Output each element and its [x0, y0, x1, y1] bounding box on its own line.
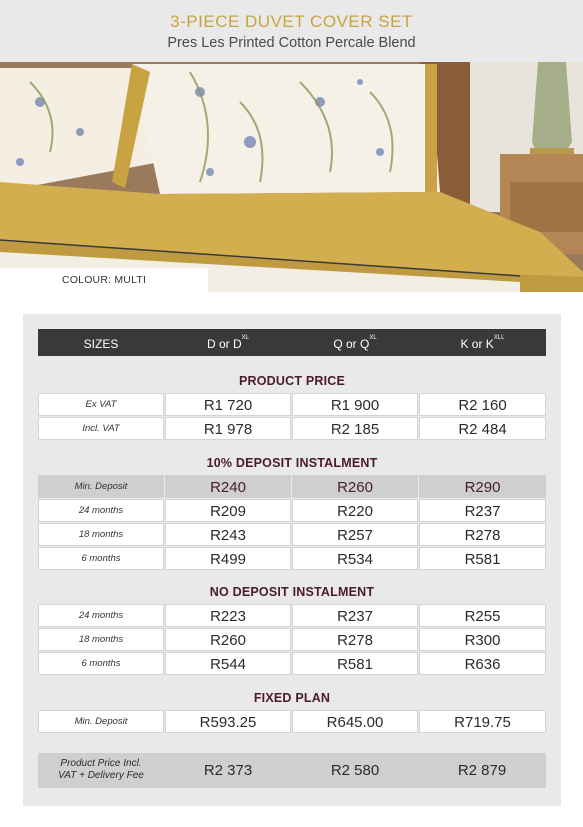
- table-row: [38, 547, 546, 570]
- table-row: [38, 475, 546, 498]
- row-label: 24 months: [38, 499, 164, 522]
- total-price-cell: R2 879: [457, 762, 507, 779]
- price-cell: R1 978: [165, 417, 291, 440]
- product-photo: [0, 62, 583, 292]
- row-label: Incl. VAT: [38, 417, 164, 440]
- price-cell: R645.00: [292, 710, 418, 733]
- price-cell: R534: [292, 547, 418, 570]
- price-cell: R581: [419, 547, 546, 570]
- table-row: [38, 523, 546, 546]
- price-cell: R220: [292, 499, 418, 522]
- price-cell: R636: [419, 652, 546, 675]
- price-cell: R209: [165, 499, 291, 522]
- price-cell: R223: [165, 604, 291, 627]
- total-price-cell: R2 373: [203, 762, 253, 779]
- row-label: Ex VAT: [38, 393, 164, 416]
- total-price-cell: R2 580: [330, 762, 380, 779]
- total-label: Product Price Incl. VAT + Delivery Fee: [58, 758, 144, 781]
- section-title-fixed-plan: FIXED PLAN: [253, 691, 331, 705]
- deposit-instalment-table: [38, 475, 546, 571]
- table-row: [38, 710, 546, 733]
- price-cell: R2 484: [419, 417, 546, 440]
- price-cell: R260: [292, 475, 418, 498]
- row-label: Min. Deposit: [38, 475, 164, 498]
- row-label: Min. Deposit: [38, 710, 164, 733]
- header: [0, 0, 583, 62]
- section-title-product-price: PRODUCT PRICE: [238, 374, 346, 388]
- product-price-table: [38, 393, 546, 441]
- table-row: [38, 499, 546, 522]
- price-cell: R290: [419, 475, 546, 498]
- row-label: 24 months: [38, 604, 164, 627]
- row-label: 6 months: [38, 652, 164, 675]
- price-cell: R544: [165, 652, 291, 675]
- page-subtitle: Pres Les Printed Cotton Percale Blend: [167, 35, 416, 51]
- price-cell: R257: [292, 523, 418, 546]
- price-cell: R581: [292, 652, 418, 675]
- table-row: [38, 604, 546, 627]
- price-cell: R1 900: [292, 393, 418, 416]
- price-cell: R278: [419, 523, 546, 546]
- price-cell: R300: [419, 628, 546, 651]
- price-cell: R1 720: [165, 393, 291, 416]
- table-row: [38, 417, 546, 440]
- row-label: 6 months: [38, 547, 164, 570]
- price-cell: R499: [165, 547, 291, 570]
- size-queen: Q or $Q^{XL}$: [333, 335, 377, 351]
- size-king: K or $K^{XLL}$: [460, 335, 505, 351]
- colour-label: COLOUR: MULTI: [0, 268, 208, 292]
- table-row: [38, 393, 546, 416]
- sizes-label: SIZES: [83, 337, 119, 351]
- bedding-illustration: [0, 62, 583, 292]
- price-cell: R2 185: [292, 417, 418, 440]
- price-cell: R255: [419, 604, 546, 627]
- price-cell: R593.25: [165, 710, 291, 733]
- price-cell: R260: [165, 628, 291, 651]
- pricing-panel: [23, 314, 561, 806]
- total-price-row: [38, 753, 546, 788]
- price-cell: R2 160: [419, 393, 546, 416]
- fixed-plan-table: [38, 710, 546, 734]
- price-cell: R237: [419, 499, 546, 522]
- section-title-no-deposit-instalment: NO DEPOSIT INSTALMENT: [209, 585, 375, 599]
- table-row: [38, 628, 546, 651]
- row-label: 18 months: [38, 523, 164, 546]
- size-double: D or $D^{XL}$: [206, 335, 249, 351]
- sizes-header: [38, 329, 546, 356]
- section-title-deposit-instalment: 10% DEPOSIT INSTALMENT: [206, 456, 378, 470]
- price-cell: R719.75: [419, 710, 546, 733]
- price-cell: R243: [165, 523, 291, 546]
- price-cell: R237: [292, 604, 418, 627]
- no-deposit-instalment-table: [38, 604, 546, 676]
- price-cell: R240: [165, 475, 291, 498]
- table-row: [38, 652, 546, 675]
- price-cell: R278: [292, 628, 418, 651]
- page-title: 3-PIECE DUVET COVER SET: [170, 12, 413, 31]
- row-label: 18 months: [38, 628, 164, 651]
